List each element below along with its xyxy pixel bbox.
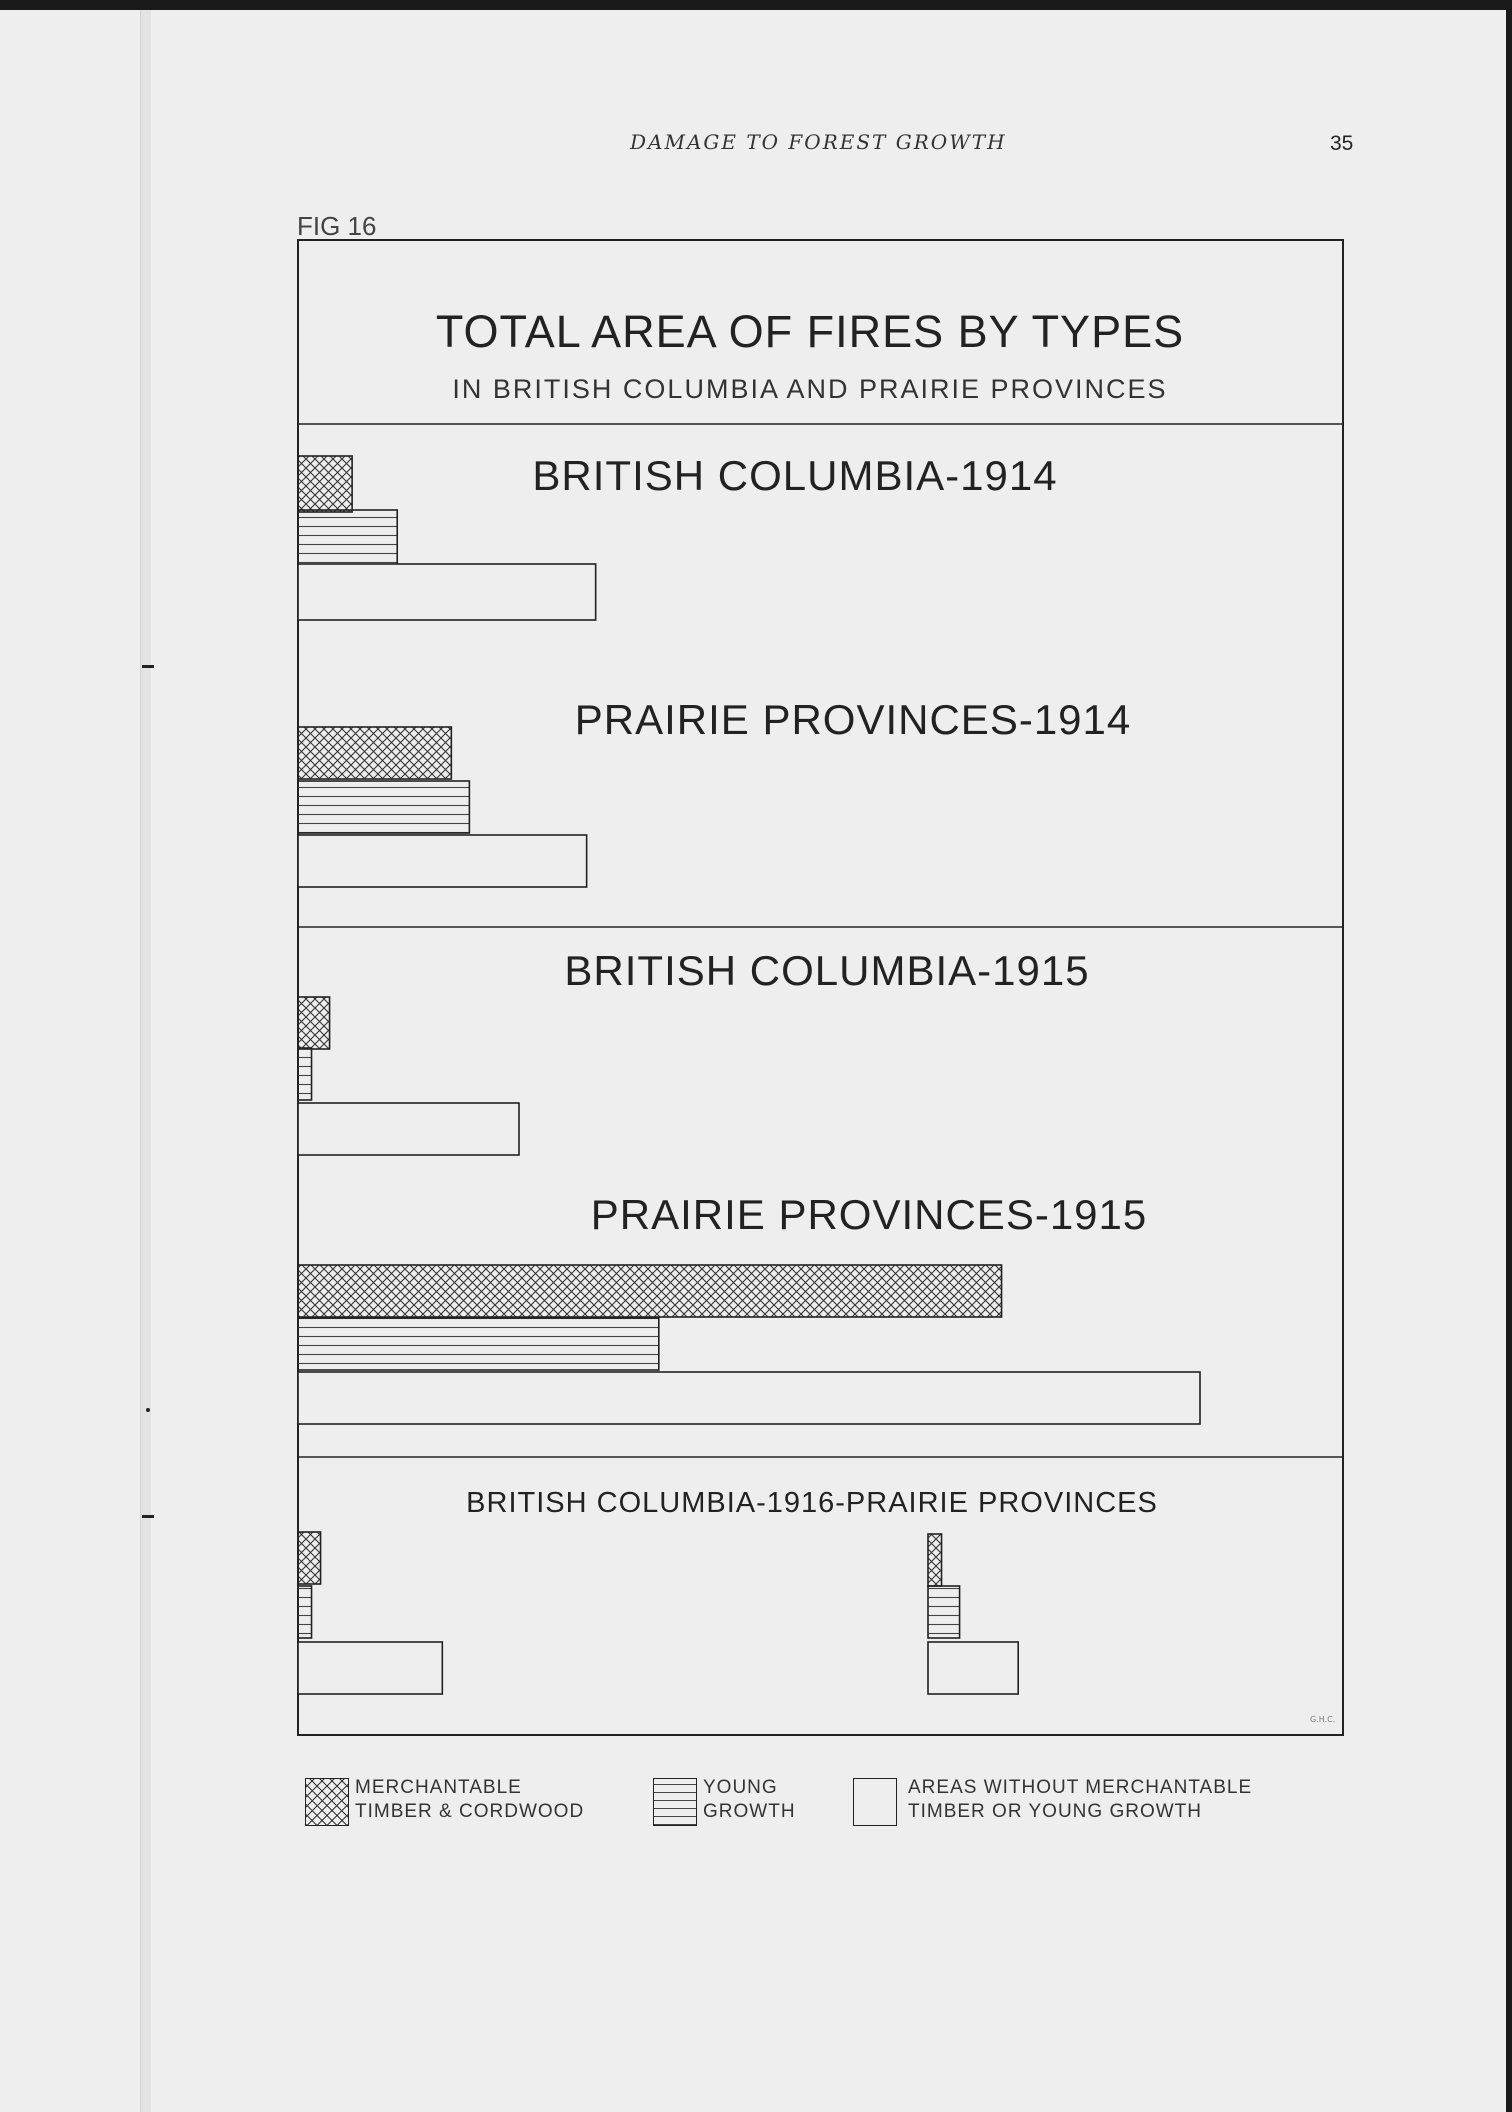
legend-swatch-crosshatch bbox=[305, 1778, 349, 1826]
bar-merchantable bbox=[298, 1532, 321, 1584]
legend-label-areas-without: AREAS WITHOUT MERCHANTABLE TIMBER OR YOUNG GROWTH bbox=[908, 1777, 1253, 1822]
artist-initials: G.H.C. bbox=[1310, 1715, 1336, 1724]
running-header: DAMAGE TO FOREST GROWTH bbox=[630, 130, 1007, 154]
bar-areas-without bbox=[298, 835, 587, 887]
bar-areas-without bbox=[298, 564, 596, 620]
panel-title: BRITISH COLUMBIA-1915 bbox=[564, 947, 1090, 994]
bar-merchantable bbox=[298, 727, 451, 779]
bar-merchantable bbox=[298, 456, 352, 512]
legend-label-young-growth: YOUNG GROWTH bbox=[703, 1777, 796, 1822]
chart-subtitle: IN BRITISH COLUMBIA AND PRAIRIE PROVINCES bbox=[452, 374, 1168, 404]
bar-young-growth bbox=[298, 781, 469, 833]
figure-label: FIG 16 bbox=[297, 211, 377, 241]
chart-title: TOTAL AREA OF FIRES BY TYPES bbox=[435, 306, 1185, 357]
bar-areas-without bbox=[298, 1642, 442, 1694]
bar-areas-without bbox=[928, 1642, 1018, 1694]
bar-merchantable bbox=[928, 1534, 942, 1586]
panel-title: PRAIRIE PROVINCES-1915 bbox=[590, 1191, 1148, 1238]
panel-title: BRITISH COLUMBIA-1916-PRAIRIE PROVINCES bbox=[466, 1487, 1158, 1519]
panel-title: BRITISH COLUMBIA-1914 bbox=[532, 452, 1058, 499]
legend-swatch-blank bbox=[853, 1778, 897, 1826]
bar-young-growth bbox=[298, 510, 397, 566]
panel-title: PRAIRIE PROVINCES-1914 bbox=[574, 696, 1132, 743]
legend-swatch-lines bbox=[653, 1778, 697, 1826]
bar-young-growth bbox=[298, 1586, 312, 1638]
page-number: 35 bbox=[1330, 132, 1354, 155]
bar-young-growth bbox=[298, 1048, 312, 1100]
bar-areas-without bbox=[298, 1372, 1200, 1424]
legend-label-merchantable: MERCHANTABLE TIMBER & CORDWOOD bbox=[355, 1777, 585, 1822]
bar-young-growth bbox=[298, 1318, 659, 1370]
bar-merchantable bbox=[298, 1265, 1002, 1317]
bar-merchantable bbox=[298, 997, 330, 1049]
bar-young-growth bbox=[928, 1586, 960, 1638]
bar-areas-without bbox=[298, 1103, 519, 1155]
